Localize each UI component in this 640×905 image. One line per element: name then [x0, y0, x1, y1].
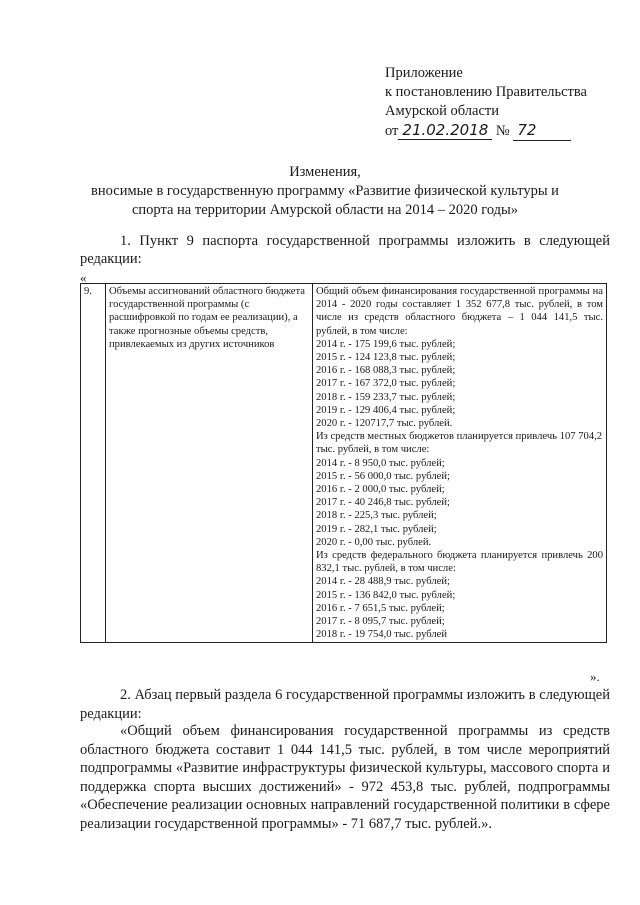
- federal-years-list: [316, 575, 603, 641]
- list-item: 2015 г. - 124 123,8 тыс. рублей;: [316, 352, 456, 364]
- row-description: Объемы ассигнований областного бюджета государственной программы (с расшифровкой по годам ее реализации), а также прогнозные объемы средств, привлекаемых из других источников: [106, 284, 313, 643]
- list-item: 2016 г. - 2 000,0 тыс. рублей;: [316, 484, 445, 496]
- handwritten-number: 72: [513, 121, 571, 141]
- list-item: 2018 г. - 19 754,0 тыс. рублей: [316, 629, 448, 641]
- list-item: 2019 г. - 282,1 тыс. рублей;: [316, 523, 437, 535]
- list-item: 2017 г. - 167 372,0 тыс. рублей;: [316, 378, 456, 390]
- approval-date-line: [385, 121, 587, 141]
- list-item: 2017 г. - 8 095,7 тыс. рублей;: [316, 616, 445, 628]
- handwritten-date: 21.02.2018: [398, 121, 492, 140]
- local-intro: Из средств местных бюджетов планируется привлечь 107 704,2 тыс. рублей, в том числе:: [316, 431, 603, 456]
- regional-years-list: [316, 338, 603, 430]
- list-item: 2014 г. - 175 199,6 тыс. рублей;: [316, 338, 456, 350]
- funding-intro: Общий объем финансирования государственной программы на 2014 - 2020 годы составляет 1 352 677,8 тыс. рублей, в том числе из средств областного бюджета – 1 044 141,5 тыс. рублей, в том числе:: [316, 286, 603, 337]
- close-quote: ».: [590, 669, 600, 684]
- item3-text: «Общий объем финансирования государственной программы из средств областного бюджета составит 1 044 141,5 тыс. рублей, в том числе мероприятий подпрограммы «Развитие инфраструктуры физической культуры, массового спорта и поддержка спорта высших достижений» - 972 453,8 тыс. рублей, подпрограммы «Обеспечение реализации основных направлений государственной политики в сфере реализации государственной программы» - 71 687,7 тыс. рублей.».: [80, 723, 610, 832]
- list-item: 2015 г. - 136 842,0 тыс. рублей;: [316, 589, 456, 601]
- passport-table: [80, 283, 607, 643]
- list-item: 2018 г. - 159 233,7 тыс. рублей;: [316, 391, 456, 403]
- list-item: 2015 г. - 56 000,0 тыс. рублей;: [316, 470, 450, 482]
- list-item: 2020 г. - 0,00 тыс. рублей.: [316, 536, 432, 548]
- list-item: 2017 г. - 40 246,8 тыс. рублей;: [316, 497, 450, 509]
- item1-text-b: редакции:: [80, 251, 142, 267]
- list-item: 2016 г. - 7 651,5 тыс. рублей;: [316, 602, 445, 614]
- approval-block: [385, 64, 587, 141]
- approval-line3: Амурской области: [385, 103, 499, 119]
- list-item: 2016 г. - 168 088,3 тыс. рублей;: [316, 365, 456, 377]
- row-value: [313, 284, 607, 643]
- title-line2: вносимые в государственную программу «Развитие физической культуры и: [91, 183, 559, 199]
- item1-text-a: 1. Пункт 9 паспорта государственной программы изложить в следующей: [120, 233, 610, 249]
- approval-line2: к постановлению Правительства: [385, 84, 587, 100]
- date-prefix: от: [385, 123, 399, 139]
- federal-intro: Из средств федерального бюджета планируется привлечь 200 832,1 тыс. рублей, в том числе:: [316, 550, 603, 575]
- row-number: 9.: [81, 284, 106, 643]
- title-line3: спорта на территории Амурской области на 2014 – 2020 годы»: [131, 202, 519, 218]
- table-row: [81, 284, 607, 643]
- document-title: [40, 163, 610, 220]
- list-item: 2018 г. - 225,3 тыс. рублей;: [316, 510, 437, 522]
- approval-line1: Приложение: [385, 65, 463, 81]
- item2-text: 2. Абзац первый раздела 6 государственной программы изложить в следующей редакции:: [80, 687, 610, 722]
- title-line1: Изменения,: [289, 164, 361, 180]
- list-item: 2014 г. - 8 950,0 тыс. рублей;: [316, 457, 445, 469]
- list-item: 2014 г. - 28 488,9 тыс. рублей;: [316, 576, 450, 588]
- list-item: 2020 г. - 120717,7 тыс. рублей.: [316, 418, 453, 430]
- number-label: №: [495, 123, 510, 139]
- open-quote: «: [80, 270, 87, 285]
- list-item: 2019 г. - 129 406,4 тыс. рублей;: [316, 404, 456, 416]
- local-years-list: [316, 457, 603, 549]
